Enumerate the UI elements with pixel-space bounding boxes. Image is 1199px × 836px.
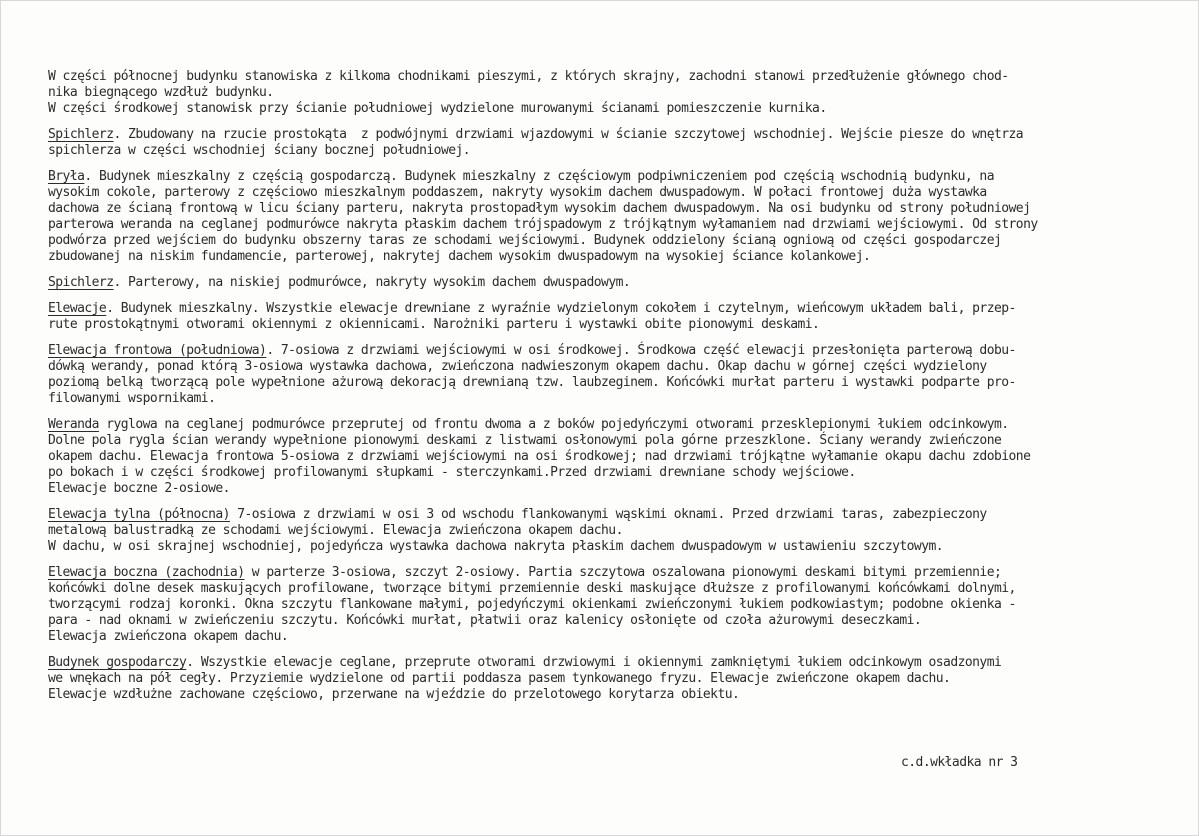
line-text: . Budynek mieszkalny. Wszystkie elewacje drewniane z wyraźnie wydzielonym cokołem i czytelnym, wieńcowym układem bali, przep- (106, 301, 1016, 316)
line-text: nika biegnącego wzdłuż budynku. (48, 85, 274, 100)
section-heading: Budynek gospodarczy (48, 655, 187, 670)
line-text: Elewacje wzdłużne zachowane częściowo, przerwane na wjeździe do przelotowego korytarza obiektu. (48, 687, 740, 702)
text-line (48, 101, 1160, 117)
text-line (48, 343, 1160, 359)
text-line (48, 249, 1160, 265)
text-line (48, 523, 1160, 539)
text-line (48, 69, 1160, 85)
paragraph (48, 275, 1160, 291)
text-line (48, 671, 1160, 687)
document-body (48, 69, 1160, 703)
line-text: para - nad oknami w zwieńczeniu szczytu. Końcówki murłat, płatwii oraz kalenicy osłonięte od czoła ażurowymi deseczkami. (48, 613, 922, 628)
text-line (48, 217, 1160, 233)
line-text: dówką werandy, ponad którą 3-osiowa wystawka dachowa, zwieńczona nadwieszonym okapem dachu. Okap dachu w górnej części wydzielony (48, 359, 987, 374)
line-text: . Parterowy, na niskiej podmurówce, nakryty wysokim dachem dwuspadowym. (113, 275, 631, 290)
line-text: parterowa weranda na ceglanej podmurówce nakryta płaskim dachem trójspadowym z trójkątnym wyłamaniem nad drzwiami wejściowymi. Od strony (48, 217, 1038, 232)
section-heading: Spichlerz (48, 127, 114, 142)
line-text: końcówki dolne desek maskujących profilowane, tworzące bitymi przemiennie deski maskujące dłuższe z profilowanymi końcówkami dolnymi, (48, 581, 1016, 596)
line-text: metalową balustradką ze schodami wejściowymi. Elewacja zwieńczona okapem dachu. (48, 523, 623, 538)
line-text: poziomą belką tworzącą pole wypełnione ażurową dekoracją drewnianą tzw. laubzeginem. Końcówki murłat parteru i wystawki podparte pro- (48, 375, 1016, 390)
text-line (48, 581, 1160, 597)
text-line (48, 507, 1160, 523)
text-line (48, 433, 1160, 449)
paragraph (48, 417, 1160, 497)
text-line (48, 565, 1160, 581)
line-text: W części północnej budynku stanowiska z kilkoma chodnikami pieszymi, z których skrajny, zachodni stanowi przedłużenie głównego chod- (48, 69, 1009, 84)
paragraph (48, 343, 1160, 407)
paragraph (48, 301, 1160, 333)
line-text: . Budynek mieszkalny z częścią gospodarczą. Budynek mieszkalny z częściowym podpiwniczeniem pod częścią wschodnią budynku, na (84, 169, 994, 184)
text-line (48, 449, 1160, 465)
line-text: we wnękach na pół cegły. Przyziemie wydzielone od partii poddasza pasem tynkowanego fryzu. Elewacje zwieńczone okapem dachu. (48, 671, 951, 686)
text-line (48, 127, 1160, 143)
line-text: ryglowa na ceglanej podmurówce przeprutej od frontu dwoma a z boków pojedyńczymi otworami przesklepionymi łukiem odcinkowym. (98, 417, 1009, 432)
text-line (48, 359, 1160, 375)
text-line (48, 375, 1160, 391)
text-line (48, 169, 1160, 185)
text-line (48, 655, 1160, 671)
line-text: po bokach i w części środkowej profilowanymi słupkami - sterczynkami.Przed drzwiami drewniane schody wejściowe. (48, 465, 856, 480)
text-line (48, 613, 1160, 629)
section-heading: Spichlerz (48, 275, 114, 290)
paragraph (48, 127, 1160, 159)
text-line (48, 85, 1160, 101)
paragraph (48, 565, 1160, 645)
text-line (48, 481, 1160, 497)
text-line (48, 597, 1160, 613)
line-text: w parterze 3-osiowa, szczyt 2-osiowy. Partia szczytowa oszalowana pionowymi deskami bitymi przemiennie; (244, 565, 1002, 580)
text-line (48, 687, 1160, 703)
line-text: Elewacje boczne 2-osiowe. (48, 481, 230, 496)
line-text: W dachu, w osi skrajnej wschodniej, pojedyńcza wystawka dachowa nakryta płaskim dachem dwuspadowym w ustawieniu szczytowym. (48, 539, 944, 554)
line-text: okapem dachu. Elewacja frontowa 5-osiowa z drzwiami wejściowymi na osi środkowej; nad drzwiami trójkątne wyłamanie okapu dachu zdobione (48, 449, 1031, 464)
line-text: . 7-osiowa z drzwiami wejściowymi w osi środkowej. Środkowa część elewacji przesłonięta parterową dobu- (266, 343, 1016, 358)
text-line (48, 201, 1160, 217)
line-text: zbudowanej na niskim fundamencie, parterowej, nakrytej dachem wysokim dwuspadowym na wysokiej ściance kolankowej. (48, 249, 871, 264)
paragraph (48, 69, 1160, 117)
section-heading: Weranda (48, 417, 99, 432)
section-heading: Elewacja boczna (zachodnia) (48, 565, 245, 580)
text-line (48, 233, 1160, 249)
text-line (48, 539, 1160, 555)
line-text: . Zbudowany na rzucie prostokąta z podwójnymi drzwiami wjazdowymi w ścianie szczytowej wschodniej. Wejście piesze do wnętrza (113, 127, 1024, 142)
text-line (48, 391, 1160, 407)
paragraph (48, 507, 1160, 555)
paragraph (48, 655, 1160, 703)
text-line (48, 143, 1160, 159)
line-text: . Wszystkie elewacje ceglane, przeprute otworami drzwiowymi i okiennymi zamkniętymi łukiem odcinkowym osadzonymi (186, 655, 1002, 670)
line-text: dachowa ze ścianą frontową w licu ściany parteru, nakryta prostopadłym wysokim dachem dwuspadowym. Na osi budynku od strony południowej (48, 201, 1031, 216)
line-text: filowanymi wspornikami. (48, 391, 216, 406)
text-line (48, 417, 1160, 433)
section-heading: Bryła (48, 169, 85, 184)
text-line (48, 629, 1160, 645)
line-text: rute prostokątnymi otworami okiennymi z okiennicami. Narożniki parteru i wystawki obite pionowymi deskami. (48, 317, 820, 332)
paragraph (48, 169, 1160, 265)
line-text: wysokim cokole, parterowy z częściowo mieszkalnym poddaszem, nakryty wysokim dachem dwuspadowym. W połaci frontowej duża wystawka (48, 185, 987, 200)
line-text: 7-osiowa z drzwiami w osi 3 od wschodu flankowanymi wąskimi oknami. Przed drzwiami taras, zabezpieczony (229, 507, 987, 522)
text-line (48, 301, 1160, 317)
section-heading: Elewacja frontowa (południowa) (48, 343, 267, 358)
text-line (48, 185, 1160, 201)
section-heading: Elewacja tylna (północna) (48, 507, 230, 522)
line-text: spichlerza w części wschodniej ściany bocznej południowej. (48, 143, 471, 158)
text-line (48, 465, 1160, 481)
line-text: tworzącymi rodzaj koronki. Okna szczytu flankowane małymi, pojedyńczymi okienkami zwieńczonymi łukiem podkowiastym; podobne okienka - (48, 597, 1016, 612)
page-footer: c.d.wkładka nr 3 (901, 755, 1018, 770)
section-heading: Elewacje (48, 301, 107, 316)
text-line (48, 317, 1160, 333)
line-text: Elewacja zwieńczona okapem dachu. (48, 629, 289, 644)
line-text: podwórza przed wejściem do budynku obszerny taras ze schodami wejściowymi. Budynek oddzielony ścianą ogniową od części gospodarczej (48, 233, 1002, 248)
line-text: Dolne pola rygla ścian werandy wypełnione pionowymi deskami z listwami osłonowymi pola górne przeszklone. Ściany werandy zwieńczone (48, 433, 1002, 448)
line-text: W części środkowej stanowisk przy ścianie południowej wydzielone murowanymi ścianami pomieszczenie kurnika. (48, 101, 827, 116)
text-line (48, 275, 1160, 291)
